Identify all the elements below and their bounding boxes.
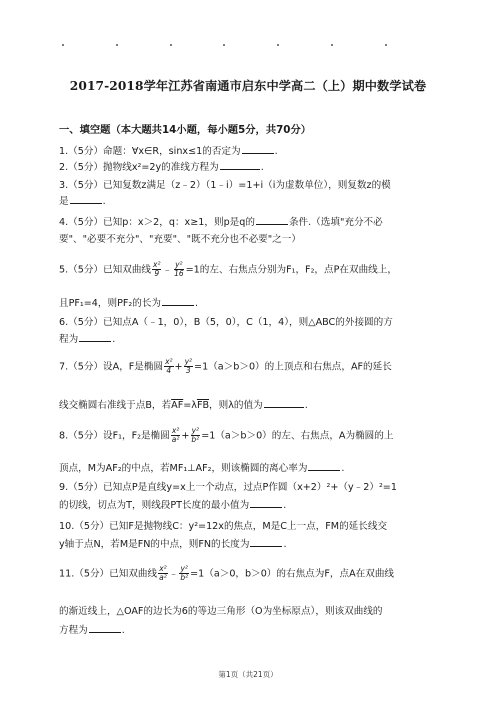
question-11-cont: 的渐近线上，△OAF的边长为6的等边三角形（O为坐标原点），则该双曲线的: [59, 606, 383, 617]
question-5: 5.（5分）已知双曲线 $\frac{\text{x²}}{9}$ ﹣ $\frac{\text{y²}}{16}$ =1的左、右焦点分别为F₁，F₂，点P在双曲线上，: [59, 260, 397, 278]
fraction: $\frac{\text{x²}}{\text{a²}}$: [171, 426, 180, 444]
fraction: $\frac{\text{y²}}{\text{b²}}$: [191, 426, 200, 444]
header-dots: [56, 44, 440, 52]
answer-blank[interactable]: [264, 398, 304, 408]
section-heading: 一、填空题（本大题共14小题，每小题5分，共70分）: [59, 124, 312, 136]
fraction: $\frac{\text{x²}}{\text{a²}}$: [159, 564, 167, 582]
answer-blank[interactable]: [89, 623, 121, 633]
question-9: 9.（5分）已知点P是直线y=x上一个动点，过点P作圆（x+2）²+（y﹣2）²=1: [59, 482, 397, 493]
answer-blank[interactable]: [79, 332, 111, 342]
question-11: 11.（5分）已知双曲线 $\frac{\text{x²}}{\text{a²}}$ ﹣ $\frac{\text{y²}}{\text{b²}}$ =1（a＞0，b＞0）的右焦点为F，点A在双曲线: [59, 564, 395, 582]
answer-blank[interactable]: [250, 537, 282, 547]
vector-fb: $\overline{FB}$: [196, 400, 210, 411]
page-footer: 第1页（共21页）: [218, 670, 278, 679]
question-6-cont: 程为 .: [59, 334, 116, 345]
question-8: 8.（5分）设F₁，F₂是椭圆 $\frac{\text{x²}}{\text{a²}}$ + $\frac{\text{y²}}{\text{b²}}$ =1（a＞b＞0）的左、右焦点，A为椭圆的上: [59, 426, 394, 444]
question-4-cont: 要"、"必要不充分"、"充要"、"既不充分也不必要"之一）: [59, 234, 301, 245]
question-6: 6.（5分）已知点A（﹣1，0），B（5，0），C（1，4），则△ABC的外接圆的方: [59, 317, 393, 328]
question-4: 4.（5分）已知p：x＞2，q：x≥1，则p是q的 条件.（选填"充分不必: [59, 217, 383, 228]
vector-af: $\overline{AF}$: [171, 400, 184, 411]
question-7: 7.（5分）设A，F是椭圆 $\frac{\text{x²}}{4}$ + $\frac{\text{y²}}{3}$ =1（a＞b＞0）的上顶点和右焦点，AF的延长: [59, 357, 392, 375]
answer-blank[interactable]: [220, 160, 260, 170]
fraction: $\frac{\text{y²}}{3}$: [184, 357, 193, 375]
question-8-cont: 顶点，M为AF₂的中点，若MF₁⊥AF₂，则该椭圆的离心率为 .: [59, 463, 345, 474]
exam-title: 2017-2018学年江苏省南通市启东中学高二（上）期中数学试卷: [69, 79, 427, 93]
fraction: $\frac{\text{y²}}{16}$: [174, 260, 184, 278]
question-1: 1.（5分）命题：∀x∈R，sinx≤1的否定为 .: [59, 146, 278, 157]
fraction: $\frac{\text{y²}}{\text{b²}}$: [180, 564, 189, 582]
question-3: 3.（5分）已知复数z满足（z﹣2）（1﹣i）=1+i（i为虚数单位），则复数z的模: [59, 180, 391, 191]
answer-blank[interactable]: [308, 461, 340, 471]
answer-blank[interactable]: [250, 498, 282, 508]
answer-blank[interactable]: [70, 194, 102, 204]
answer-blank[interactable]: [256, 215, 288, 225]
question-10-cont: y轴于点N，若M是FN的中点，则FN的长度为 .: [59, 539, 287, 550]
question-3-cont: 是 .: [59, 196, 106, 207]
question-5-cont: 且PF₁=4，则PF₂的长为 .: [59, 298, 199, 309]
fraction: $\frac{\text{x²}}{9}$: [153, 260, 161, 278]
question-2: 2.（5分）抛物线x²=2y的准线方程为 .: [59, 162, 264, 173]
answer-blank[interactable]: [162, 296, 194, 306]
question-11-cont2: 方程为 .: [59, 625, 125, 636]
answer-blank[interactable]: [242, 144, 274, 154]
question-10: 10.（5分）已知F是抛物线C：y²=12x的焦点，M是C上一点，FM的延长线交: [59, 521, 388, 532]
question-7-cont: 线交椭圆右准线于点B，若$\overline{AF}=\lambda\overline{FB}$，则λ的值为 .: [59, 400, 308, 411]
question-9-cont: 的切线，切点为T，则线段PT长度的最小值为 .: [59, 500, 287, 511]
fraction: $\frac{\text{x²}}{4}$: [165, 357, 173, 375]
